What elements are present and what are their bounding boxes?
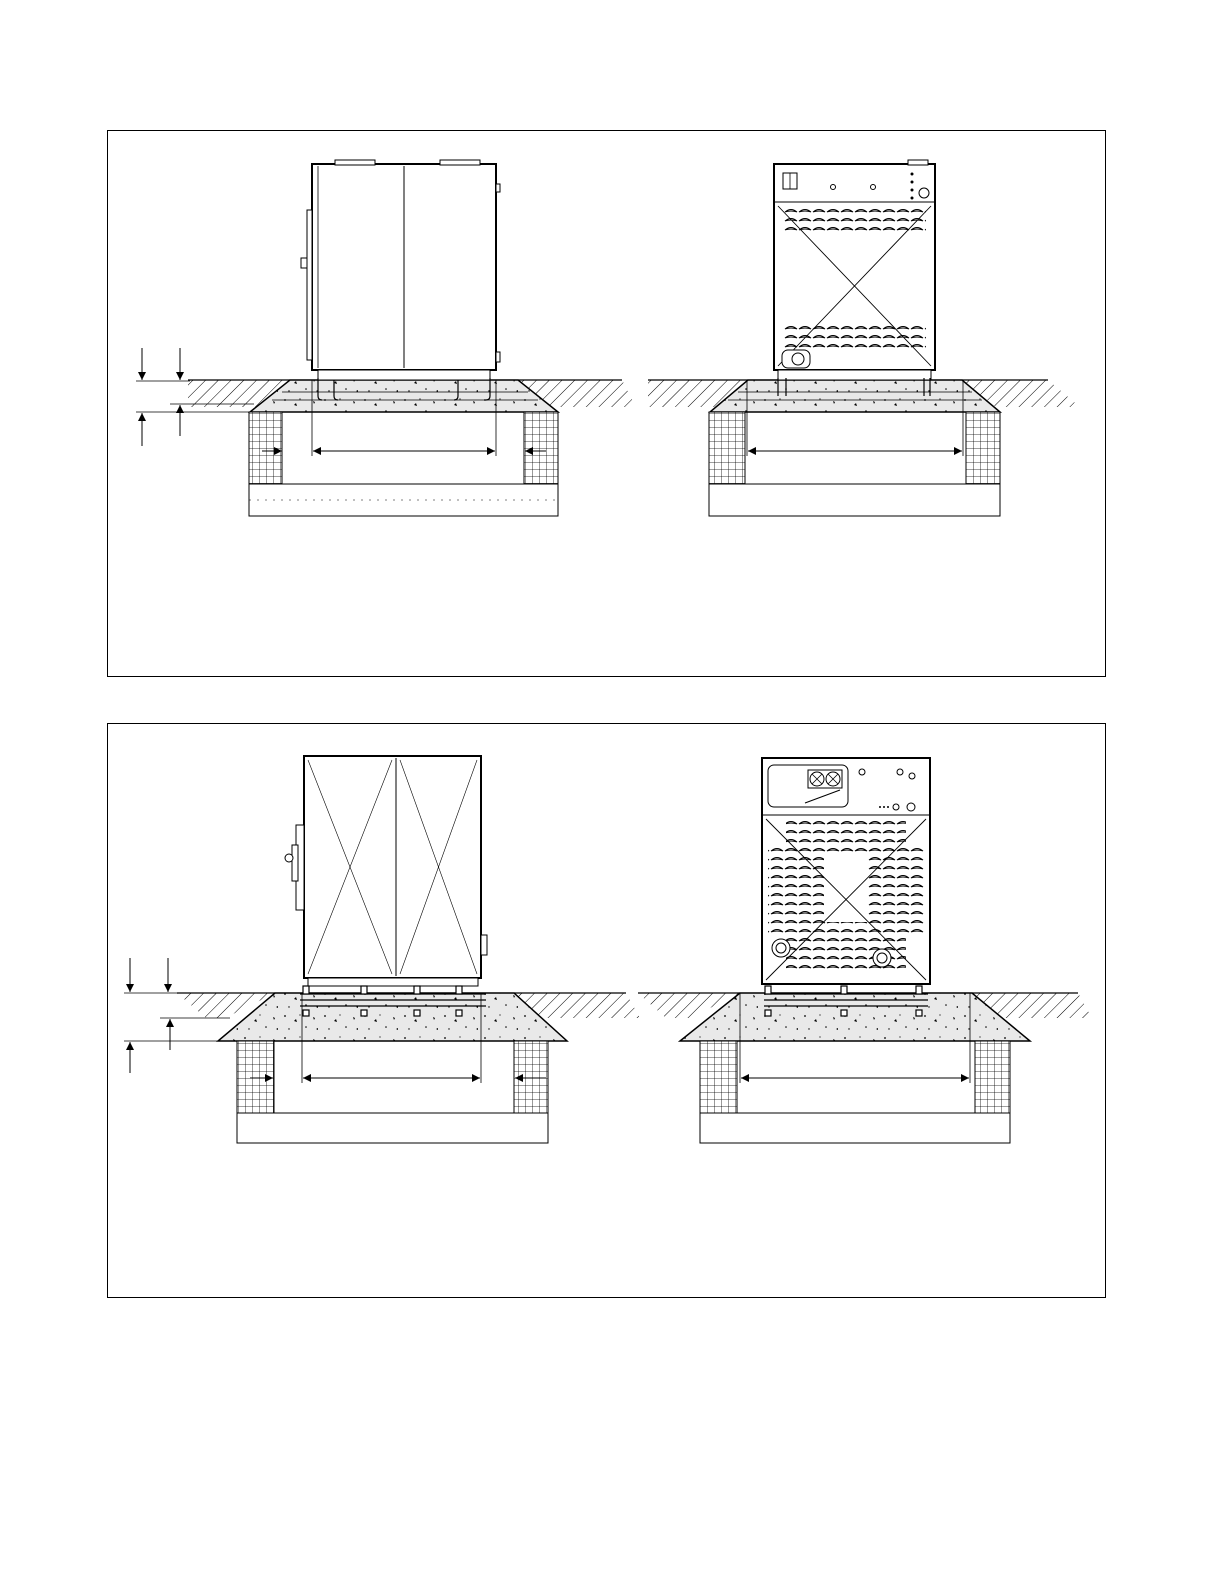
- base-frame: [308, 978, 478, 986]
- cabinet-body: [304, 756, 481, 978]
- top-side-view: [136, 160, 636, 516]
- concrete-pad: [250, 380, 558, 412]
- top-front-view: [648, 160, 1080, 516]
- concrete-pad: [710, 380, 1000, 412]
- footing-right: [524, 412, 558, 484]
- gravel-base: [249, 484, 558, 516]
- bottom-front-view: [638, 758, 1092, 1143]
- cabinet-base: [318, 370, 490, 380]
- footing-left: [249, 412, 282, 484]
- bottom-side-view: [124, 756, 640, 1143]
